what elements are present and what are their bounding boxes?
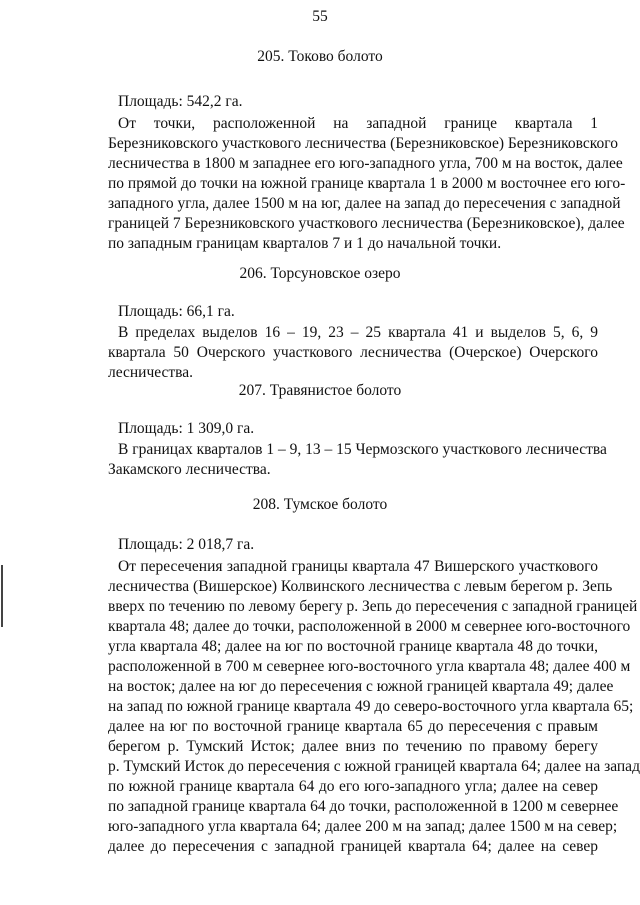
text-line: берегом р. Тумский Исток; далее вниз по течению по правому берегу xyxy=(108,738,598,755)
text-line: В пределах выделов 16 – 19, 23 – 25 квартала 41 и выделов 5, 6, 9 xyxy=(118,324,598,341)
text-line: вверх по течению по левому берегу р. Зепь до пересечения с западной границей xyxy=(108,598,638,615)
section-heading-207: 207. Травянистое болото xyxy=(238,382,402,399)
text-line: западного угла, далее 1500 м на юг, далее на запад до пересечения с западной xyxy=(108,195,621,212)
text-line: на запад по южной границе квартала 49 до северо-восточного угла квартала 65; xyxy=(108,698,634,715)
text-line: лесничества. xyxy=(108,364,194,381)
text-line: От точки, расположенной на западной границе квартала 1 xyxy=(118,115,598,132)
text-line: В границах кварталов 1 – 9, 13 – 15 Чермозского участкового лесничества xyxy=(118,441,607,458)
text-line: р. Тумский Исток до пересечения с южной границей квартала 64; далее на запад xyxy=(108,758,640,775)
page-number: 55 xyxy=(312,8,328,25)
text-line: далее на юг по восточной границе квартала 65 до пересечения с правым xyxy=(108,718,598,735)
section-area-207: Площадь: 1 309,0 га. xyxy=(118,420,255,437)
text-line: на восток; далее на юг до пересечения с южной границей квартала 49; далее xyxy=(108,678,614,695)
scan-edge-mark xyxy=(1,565,3,627)
text-line: по прямой до точки на южной границе квартала 1 в 2000 м восточнее его юго- xyxy=(108,175,626,192)
text-line: От пересечения западной границы квартала 47 Вишерского участкового xyxy=(118,558,598,575)
text-line: далее до пересечения с западной границей квартала 64; далее на север xyxy=(108,838,598,855)
text-line: квартала 48; далее до точки, расположенной в 2000 м севернее юго-восточного xyxy=(108,618,631,635)
text-line: по западной границе квартала 64 до точки, расположенной в 1200 м севернее xyxy=(108,798,619,815)
text-line: границей 7 Березниковского участкового лесничества (Березниковское), далее xyxy=(108,215,625,232)
text-line: Березниковского участкового лесничества (Березниковское) Березниковского xyxy=(108,135,618,152)
section-area-205: Площадь: 542,2 га. xyxy=(118,93,243,110)
text-line: угла квартала 48; далее на юг по восточной границе квартала 48 до точки, xyxy=(108,638,598,655)
section-area-208: Площадь: 2 018,7 га. xyxy=(118,536,255,553)
text-line: лесничества (Вишерское) Колвинского лесничества с левым берегом р. Зепь xyxy=(108,578,613,595)
text-line: по западным границам кварталов 7 и 1 до начальной точки. xyxy=(108,235,502,252)
section-area-206: Площадь: 66,1 га. xyxy=(118,303,235,320)
text-line: квартала 50 Очерского участкового лесничества (Очерское) Очерского xyxy=(108,344,598,361)
section-heading-205: 205. Токово болото xyxy=(257,48,383,65)
text-line: по южной границе квартала 64 до его юго-западного угла; далее на север xyxy=(108,778,598,795)
text-line: юго-западного угла квартала 64; далее 200 м на запад; далее 1500 м на север; xyxy=(108,818,618,835)
section-heading-206: 206. Торсуновское озеро xyxy=(239,265,401,282)
text-line: лесничества в 1800 м западнее его юго-западного угла, 700 м на восток, далее xyxy=(108,155,623,172)
text-line: Закамского лесничества. xyxy=(108,461,271,478)
section-heading-208: 208. Тумское болото xyxy=(252,496,388,513)
text-line: расположенной в 700 м севернее юго-восточного угла квартала 48; далее 400 м xyxy=(108,658,631,675)
